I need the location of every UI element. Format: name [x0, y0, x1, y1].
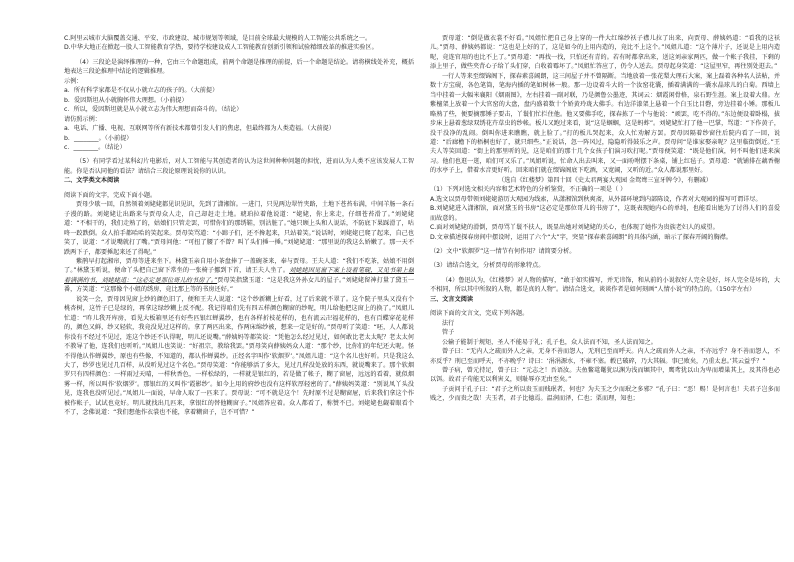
- classical-p2: 曾子曰：“无内人之疏而外人之亲，无身不善而怨人，无刑已至而呼天。内人之疏而外人之亲，不亦远乎？身不善而怨人，不亦反乎？刑已至而呼天，不亦晚乎？诗曰：‘涓涓源水，不雍不塞。毂已破碎，乃大其辐。事已败矣，乃重太息。’其云益乎？”: [430, 348, 780, 365]
- section-2-heading: 二、文学类文本阅读: [64, 177, 120, 185]
- passage-p1: 贾母少歇一回，自然领着刘姥姥都见识见识，先到了潇湘馆。一进门，只见两边翠竹夹路，土地下苍苔布满，中间羊肠一条石子漫的路。刘姥姥让出路来与贾母众人走，自己却赶走土地。琥珀拉着他说道：“姥姥，你上来走，仔细苍苔滑了。”刘姥姥道：“不相干的，我们走熟了的，姑娘们只管走罢，可惜你们的那绣鞋，别沾脏了。”她只顾上头和人说话，不防底下果踩滑了，咕咚一跤跌倒。众人拍手都哈哈的笑起来。贾母笑骂道：“小蹄子们，还不搀起来，只站着笑。”说话时，刘姥姥已爬了起来，自己也笑了，说道：“才说嘴就打了嘴。”贾母问他：“可扭了腰了不曾？叫丫头们捶一捶。”刘姥姥道：“那里说的我这么娇嫩了。那一天不跌两下子，都要捶起来还了得呢。”: [64, 201, 414, 256]
- fill-c: c．________。（结论）: [64, 143, 126, 151]
- option-d-r: D.文章描述探春房间中摆设时，运用了六个“大”字，突显“探春素喜阔朗”的具体内涵，暗示了探春开阔的胸襟。: [430, 233, 732, 241]
- question-5: （5）有同学看过某科幻片电影后，对人工智能与其创造者的认为这世间种种问题的担忧，进而认为人类不应该发展人工智能。你是否认同他的看法？请结合三段论原理说说你的认识。: [64, 158, 414, 175]
- passage-p2-end: 贾母笑指黛玉道：“这是我这外孙女儿的屋子。”刘姥姥留神打量了黛玉一番，方笑道：“这那像个小姐的绣房，竟比那上等的书房还好。”: [64, 276, 414, 294]
- passage-p2: [64, 257, 414, 295]
- question-1: （1）下列对选文相关内容和艺术特色的分析鉴赏，不正确的一项是（ ）: [430, 186, 627, 194]
- question-3: （3）请结合选文，分析贾母的形象特点。: [430, 262, 545, 270]
- passage-p2-underlined: 刘姥姥因见窗下案上设着笔砚，又见书架上磊着满满的书，刘姥姥道：“这必定是那位哥儿的书房了。”: [64, 267, 414, 284]
- right-column: [430, 34, 780, 542]
- example-title: 示例：: [64, 77, 83, 85]
- passage-source: （选自《红楼梦》第四十回《史太君两宴大观园 金鸳鸯三宣牙牌令》，有删减）: [498, 176, 712, 184]
- option-d: D.中华大地正在掀起一股人工智能教育学热，要持学校建设成人工智能教育创新引领和试验精细改革的推进实验区。: [64, 44, 378, 52]
- section-3-heading: 三、文言文阅读: [430, 295, 473, 303]
- passage-p3: 说笑一会，贾母因见窗上纱的颜色旧了，便和王夫人说道：“这个纱新糊上好看，过了后来就不翠了。这个院子里头又没有个桃杏树，这竹子已是绿的，再拿这绿纱糊上反不配。我记得咱们先有四五样颜色糊窗的纱呢，明儿给他把这窗上的换了。”凤姐儿忙道：“昨儿我开库房，看见大板箱里还有好些匹银红蝉翼纱，也有各样折枝花样的，也有流云卍福花样的，也有百蝶穿花花样的，颜色又鲜，纱又轻软，我竟没见过这样的。拿了两匹出来，作两床绵纱被，想来一定是好的。”贾母听了笑道：“呸，人人都说你没有不经过不见过，连这个纱还不认得呢，明儿还说嘴。”薛姨妈等都笑说：“凭他怎么经过见过，如何敢比老太太呢？老太太何不教导了他，连我们也听听。”凤姐儿也笑说：“好祖宗，教给我罢。”贾母笑向薛姨妈众人道：“那个纱，比你们的年纪还大呢。怪不得他认作蝉翼纱，原也有些像，不知道的，都认作蝉翼纱。正经名字叫作‘软烟罗’。”凤姐儿道：“这个名儿也好听。只是我这么大了，纱罗也见过几百样，从没听见过这个名色。”贾母笑道：“你能够活了多大，见过几样没处放的东西，就说嘴来了。那个软烟罗只有四样颜色：一样雨过天晴，一样秋香色，一样松绿的，一样就是银红的，若是做了帐子，糊了窗屉，远远的看着，就似烟雾一样，所以叫作‘软烟罗’。那银红的又叫作‘霞影纱’。如今上用的府纱也没有这样软厚轻密的了。”薛姨妈笑道：“别说凤丫头没见，连我也没听见过。”凤姐儿一面说，早命人取了一匹来了。贾母说：“可不就是这个！先时原不过是糊窗屉，后来我们拿这个作被作帐子，试试也竟好。明儿就找出几匹来，拿银红的替他糊窗子。”凤姐答应着。众人都看了，称赞不已。刘姥姥也觑着眼看个不了，念佛说道：“我们想他作衣裳也不能，拿着糊窗子，岂不可惜？”: [64, 295, 414, 417]
- classical-author: 管子: [442, 329, 455, 337]
- classical-p4: 子贡问于孔子曰：“君子之所以贵玉而贱珉者，何也？为夫玉之少而珉之多邪？”孔子曰：“恶！赐！是何言也！夫君子岂多而贱之，少而贵之哉！夫玉者，君子比德焉。温润而泽，仁也；栗而理，知也；: [430, 385, 780, 403]
- question-2: （2）文中“软烟罗”这一情节有何作用？请简要分析。: [430, 247, 576, 255]
- passage-r2: 一行人等来至缀锦阁下，探春素喜阔朗，这三间屋子并不曾隔断。当地放着一张花梨大理石大案，案上磊着各种名人法帖，并数十方宝砚，各色笔筒，笔海内插的笔如树林一般。那一边设着斗大的一个汝窑花囊，插着满满的一囊水晶球儿的白菊。西墙上当中挂着一大幅米襄阳《烟雨图》，左右挂着一副对联，乃是颜鲁公墨迹，其词云：烟霞闲骨格，泉石野生涯。案上设着大鼎。左紫檀架上放着一个大官窑的大盘，盘内盛着数十个娇黄玲珑大佛手。右边洋漆架上悬着一个白玉比目磬，旁边挂着小锤。那板儿略熟了些，便要摘那锤子要击，丫鬟们忙拦住他。他又要佛手吃，探春拣了一个与他说：“顽罢，吃不得的。”东边便设着卧榻，拔步床上悬着葱绿双绣花卉草虫的纱帐。板儿又跑过来看，说“这是蝈蝈，这是蚂蚱”。刘姥姥忙打了他一巴掌，骂道：“下作黄子，没干没净的乱闹。倒叫你进来瞧瞧，就上脸了。”打的板儿哭起来，众人忙劝解方罢。贾母因隔着纱窗往后院内看了一回，说道：“后廊檐下的梧桐也好了，就只细些。”正说话，忽一阵风过，隐隐听得鼓乐之声。贾母问“是谁家娶亲呢？这里临街倒近。”王夫人等笑回道：“街上的那里听的见，这是咱们的那十几个女孩子们演习吹打呢。”贾母便笑道：“既是他们演，何不叫他们进来演习。他们也逛一逛，咱们可又乐了。”凤姐听说，忙命人出去叫来，又一面吩咐摆下条桌，铺上红毡子。贾母道：“就铺排在藕香榭的水亭子上，借着水音更好听。回来咱们就在缀锦阁底下吃酒，又宽阔，又听的近。”众人都说那里好。: [430, 72, 780, 175]
- classical-intro: 阅读下面的文言文，完成下列各题。: [430, 310, 529, 318]
- passage-r1: 贾母道：“倒是做衣裳不好看。”凤姐忙把自己身上穿的一件大红绵纱袄子襟儿拉了出来，向贾母、薛姨妈道：“看我的这袄儿。”贾母、薛姨妈都说：“这也是上好的了，这是如今的上用内造的，竟比不上这个。”凤姐儿道：“这个薄片子，还说是上用内造呢，竟连官用的也比不上了。”贾母道：“再找一找，只怕还有青的。若有时都拿出来，送这刘亲家两匹，做一个帐子我挂，下剩的添上里子，做些夹背心子给丫头们穿，白收着霉坏了。”凤姐忙答应了，仍令人送去。贾母起身笑道：“这屋里窄，再往别处逛去。”: [430, 35, 780, 71]
- option-c-r: C.面对刘姥姥的滑倒，贾母骂丫鬟不扶人，既显出她对刘姥姥的关心，也体现了她作为贵族老妇人的威望。: [430, 224, 719, 232]
- fill-b: b．________。（小前提）: [64, 134, 133, 142]
- classical-p3: 曾子病，曾元持足，曾子曰：“元志之！吾语汝。夫鱼鳖鼋鼍犹以渊为浅而堀其中，鹰鸢犹以山为卑而增巢其上，及其得也必以饵。故君子苟能无以利害义，则耻辱亦无由至矣。”: [430, 366, 780, 384]
- fill-a: a．电话、广播、电视、互联网等所有新技术都曾引发人们的焦虑，但最终都为人类造福。（大前提）: [64, 125, 335, 133]
- question-4-r: （4）鲁迅认为，《红楼梦》对人物的描写，“敢于如实描写，并无讳饰，和从前的小说叙好人完全是好，坏人完全是坏的，大不相同，所以其中所叙的人物，都是真的人物”。请结合选文，谈谈作者是如何刻画“人情小说”的特点的。（150字左右）: [430, 276, 780, 294]
- example-c: c．所以，爱因斯坦就是从小就立志为伟大理想而奋斗的。（结论）: [64, 106, 243, 114]
- classical-p1: 公输子能制于规矩，圣人不能易于礼；孔子也，众人法而不知，圣人法而知之。: [442, 338, 657, 346]
- reading-intro: 阅读下面的文字，完成下面小题。: [64, 191, 157, 199]
- example-a: a．所有科学家都是不仅从小就立志的孩子的。（大前提）: [64, 87, 219, 95]
- classical-title: 法行: [442, 319, 455, 327]
- left-column: [64, 34, 414, 542]
- passage-p2-text: 紫鹃早打起湘帘，贾母等进来坐下。林黛玉亲自用小茶盘捧了一盖碗茶来，奉与贾母。王夫人道：“我们不吃茶，姑娘不用倒了。”林黛玉听说，便命丫头把自己窗下常坐的一张椅子挪到下首，请王夫人坐了。: [64, 257, 414, 275]
- fill-title: 请仿照示例：: [64, 115, 101, 123]
- option-c: C.阿里云城市大脑覆盖交通、平安、市政建设、城市规划等领域，是目前全球最大规模的人工智能公共系统之一。: [64, 35, 372, 42]
- example-b: b．爱因斯坦从小就胸怀伟大理想。（小前提）: [64, 96, 188, 104]
- option-b: B.刘姥姥进入潇湘馆，面对黛玉的书房“这必定是那位哥儿的书房了”，这既表现她内心的单纯，也能看出她为了讨得人们的喜爱而故意的。: [430, 205, 780, 222]
- question-4: （4）三段论是演绎推理的一种，它由三个命题组成，前两个命题是推理的前提，后一个命题是结论。请将横线处补充，概括地表达三段论推理中结论的逻辑推理。: [64, 58, 414, 76]
- option-a: A.选文以贾母带领刘姥姥游历大观园为线索，从潇湘馆到秋爽斋，从外部环境到内部陈设，作者对大观园的描写可谓详尽。: [430, 195, 762, 203]
